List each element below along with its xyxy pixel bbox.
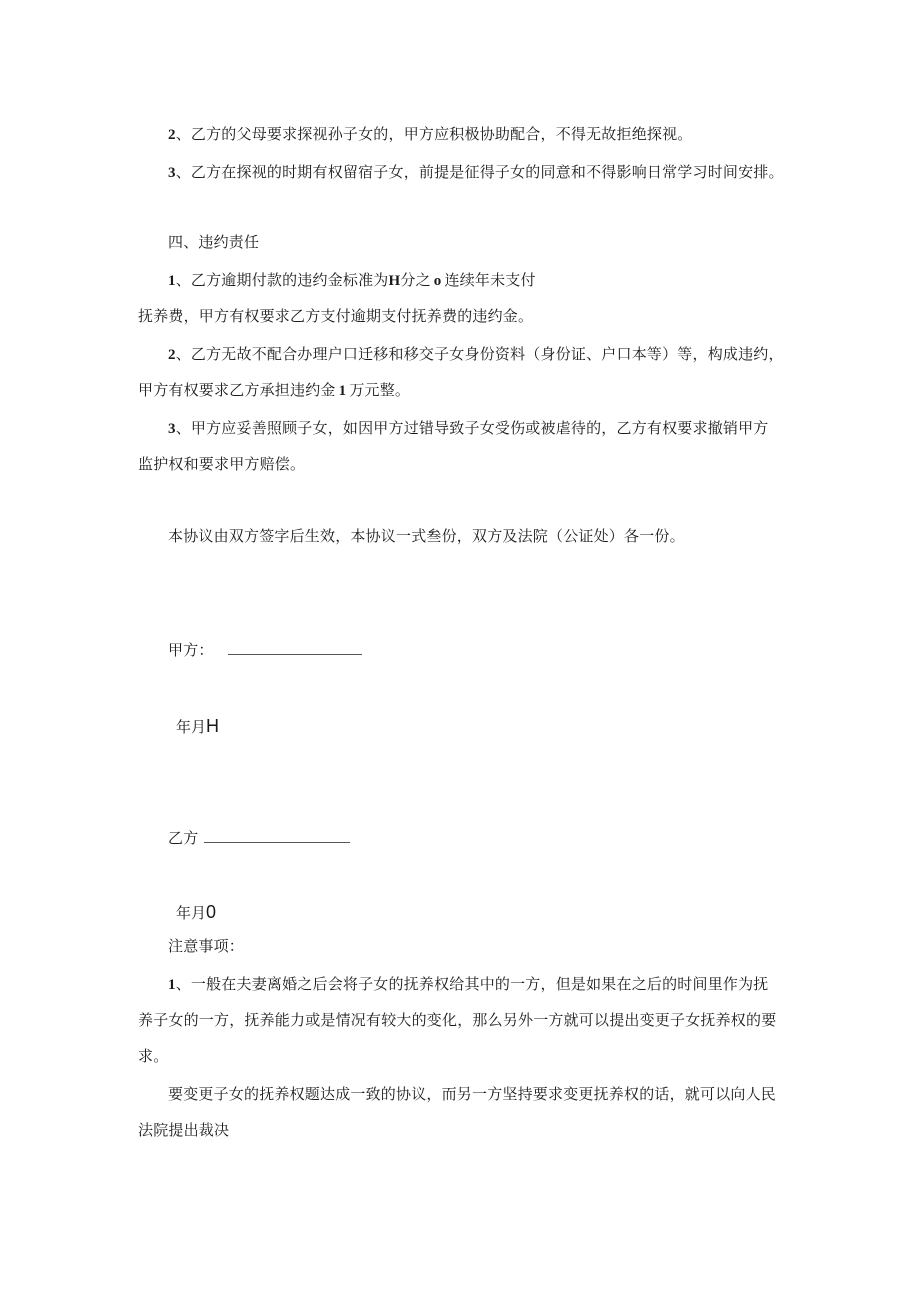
- item-separator: 、: [175, 271, 191, 289]
- item-text: 甲方有权要求乙方承担违约金: [138, 381, 336, 399]
- party-a-date: [176, 716, 219, 737]
- item-text: 连续年未支付: [444, 271, 536, 289]
- item-separator: 、: [175, 419, 191, 437]
- item-text: 乙方在探视的时期有权留宿子女，前提是征得子女的同意和不得影响日常学习时间安排。: [190, 163, 784, 181]
- date-suffix: 0: [206, 902, 217, 922]
- item-separator: 、: [175, 345, 191, 363]
- item-text: 乙方的父母要求探视孙子女的，甲方应积极协助配合，不得无故拒绝探视。: [190, 125, 693, 143]
- visitation-item-2: [168, 124, 693, 145]
- breach-item-2-line-1: [168, 344, 784, 365]
- ocr-glyph-h: H: [388, 273, 401, 289]
- item-text: 甲方应妥善照顾子女，如因甲方过错导致子女受伤或被虐待的，乙方有权要求撤销甲方: [190, 419, 769, 437]
- party-b-date: [176, 902, 216, 923]
- item-text: 分之: [400, 271, 431, 289]
- party-b-signature: [168, 828, 350, 848]
- item-text: 乙方逾期付款的违约金标准为: [190, 271, 389, 289]
- breach-item-3-line-2: 监护权和要求甲方赔偿。: [138, 455, 306, 473]
- notes-para-2-line-1: 要变更子女的抚养权题达成一致的协议，而另一方坚持要求变更抚养权的话，就可以向人民: [168, 1085, 777, 1103]
- party-a-signature: [168, 640, 362, 660]
- item-number: 1: [168, 977, 176, 993]
- item-text: 万元整。: [349, 381, 411, 399]
- item-separator: 、: [175, 125, 191, 143]
- breach-item-3-line-1: [168, 418, 769, 439]
- notes-heading: 注意事项：: [168, 937, 245, 955]
- party-b-label: 乙方: [168, 829, 199, 847]
- date-label: 年月: [176, 904, 207, 922]
- party-b-signature-line: [204, 828, 350, 843]
- penalty-amount: 1: [338, 383, 347, 399]
- date-suffix: H: [206, 716, 220, 736]
- item-separator: 、: [175, 975, 191, 993]
- breach-item-1-line-1: [168, 270, 536, 291]
- item-number: 2: [168, 347, 176, 363]
- item-number: 1: [168, 273, 176, 289]
- notes-item-1-line-3: 求。: [138, 1047, 169, 1065]
- party-a-label: 甲方：: [168, 641, 214, 659]
- item-separator: 、: [175, 163, 191, 181]
- date-label: 年月: [176, 718, 207, 736]
- ocr-glyph-o: o: [433, 273, 442, 289]
- section-heading-breach: 四、违约责任: [168, 233, 260, 251]
- breach-item-1-line-2: 抚养费，甲方有权要求乙方支付逾期支付抚养费的违约金。: [138, 307, 534, 325]
- breach-item-2-line-2: [138, 380, 410, 401]
- item-number: 3: [168, 165, 176, 181]
- notes-item-1-line-2: 养子女的一方，抚养能力或是情况有较大的变化，那么另外一方就可以提出变更子女抚养权的要: [138, 1011, 777, 1029]
- notes-item-1-line-1: [168, 974, 769, 995]
- party-a-signature-line: [228, 640, 362, 655]
- effect-clause: 本协议由双方签字后生效，本协议一式叁份，双方及法院（公证处）各一份。: [168, 527, 685, 545]
- item-number: 2: [168, 127, 176, 143]
- item-number: 3: [168, 421, 176, 437]
- visitation-item-3: [168, 162, 784, 183]
- notes-para-2-line-2: 法院提出裁决: [138, 1121, 230, 1139]
- item-text: 一般在夫妻离婚之后会将子女的抚养权给其中的一方，但是如果在之后的时间里作为抚: [190, 975, 769, 993]
- item-text: 乙方无故不配合办理户口迁移和移交子女身份资料（身份证、户口本等）等，构成违约，: [190, 345, 784, 363]
